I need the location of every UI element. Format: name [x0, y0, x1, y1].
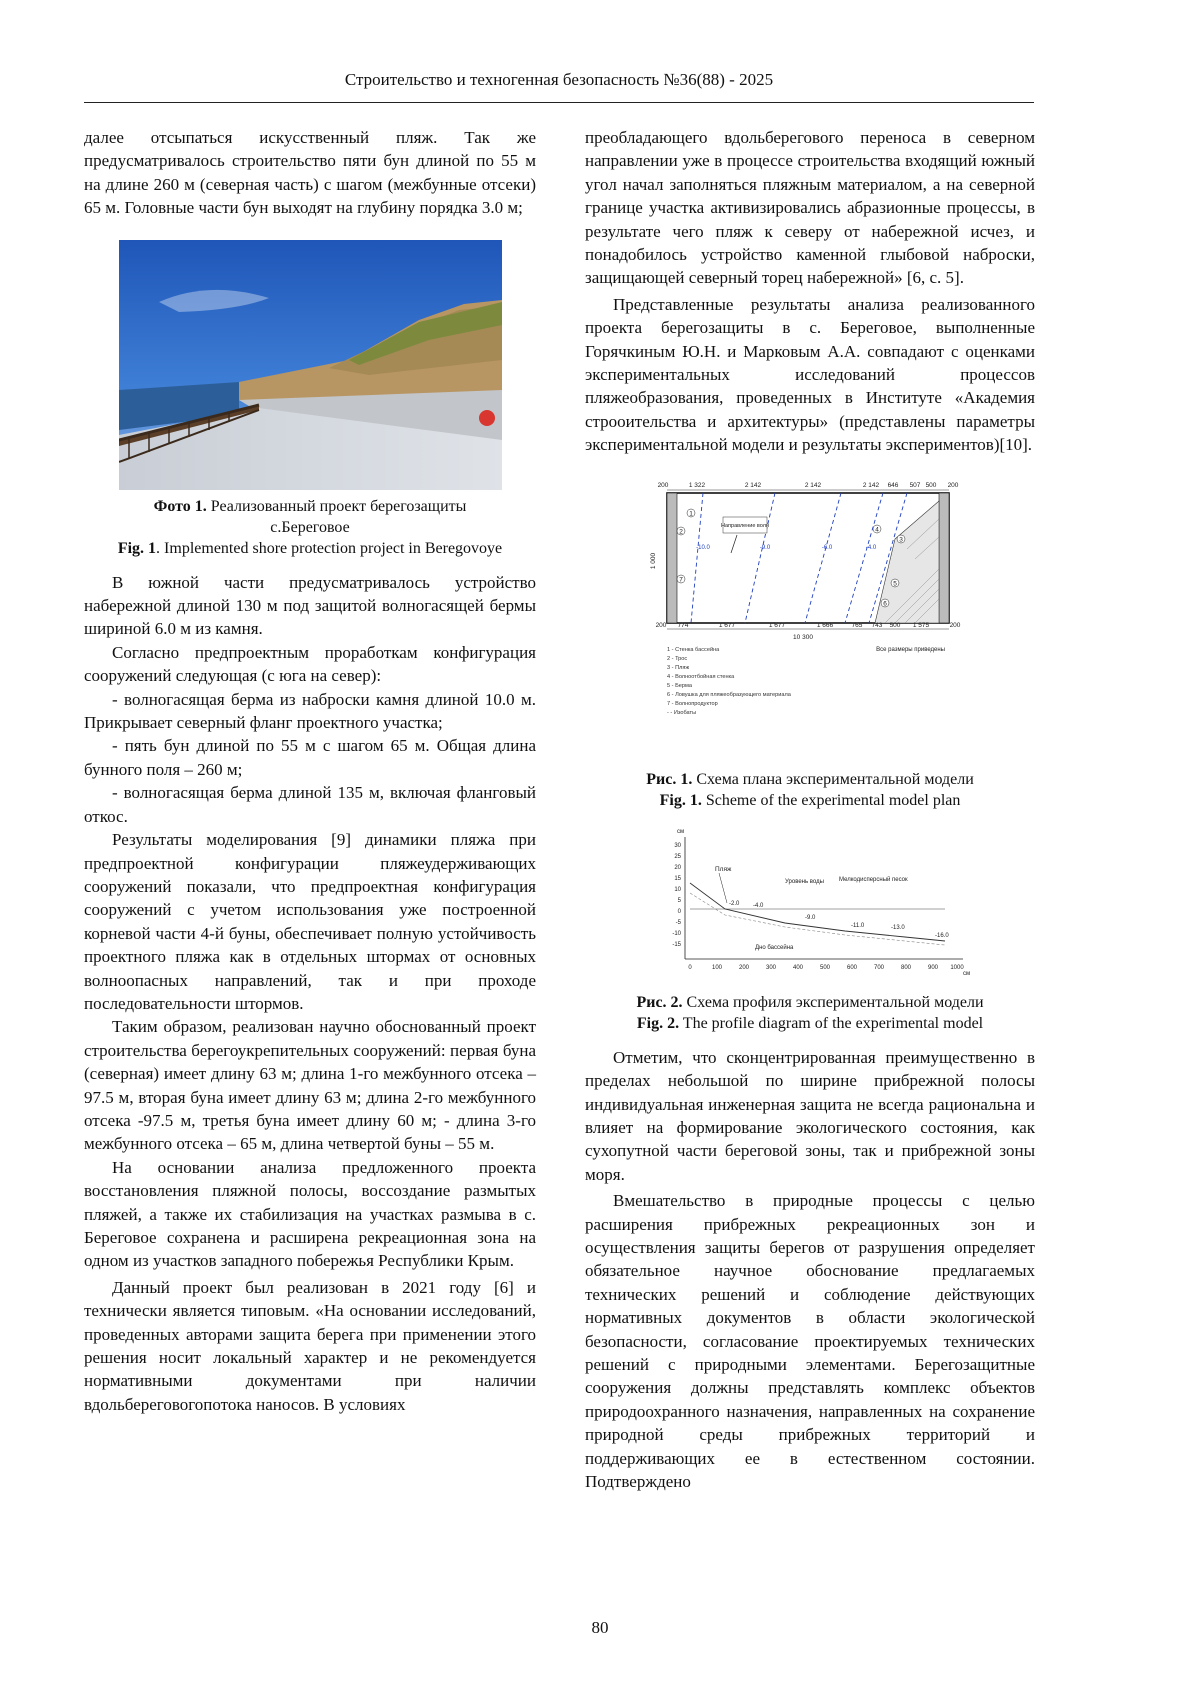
left-paragraph-3: Согласно предпроектным проработкам конфигурация сооружений следующая (с юга на север):	[84, 642, 536, 686]
plan-marker: 2	[679, 527, 683, 535]
plan-top-dim: 2 142	[744, 481, 762, 489]
profile-depth: -2.0	[729, 900, 740, 907]
plan-bottom-dim: 765	[851, 621, 863, 629]
profile-x-tick: 400	[792, 964, 804, 971]
profile-depth: -4.0	[753, 902, 764, 909]
left-paragraph-8: Таким образом, реализован научно обоснованный проект строительства берегоукрепительных сооружений: первая буна (северная) имеет длину 63 м; длина 1-го межбунного отсека – 97.5 м, вторая буна имеет длину 63 м; длина 2-го межбунного отсека -97.5 м, третья буна имеет длину 60 м; - длина 3-го межбунного отсека – 65 м, длина четвертой буны – 55 м.	[84, 1017, 536, 1154]
right-paragraph-4: Вмешательство в природные процессы с целью расширения прибрежных рекреационных зон и осуществления защиты берегов от разрушения определяет обязательное научное обоснование предлагаемых технических решений и соблюдение действующих нормативных документов в области экологической безопасности, согласование проектируемых технических решений с природными элементами. Берегозащитные сооружения должны представлять комплекс объектов природоохранного назначения, направленных на сохранение природной среды прибрежных территорий и поддерживающих ее в естественном состоянии. Подтверждено	[585, 1191, 1035, 1491]
profile-x-tick: 500	[819, 964, 831, 971]
profile-y-tick: 10	[674, 886, 681, 893]
plan-top-dim: 507	[909, 481, 921, 489]
plan-bottom-dim: 500	[889, 621, 901, 629]
fig2-caption-label-ru: Рис. 2.	[636, 993, 683, 1011]
right-column	[585, 126, 1035, 1493]
profile-basin-bottom-label: Дно бассейна	[755, 944, 794, 951]
profile-y-tick: -5	[675, 919, 681, 926]
profile-depth: -13.0	[891, 924, 905, 931]
profile-y-tick: 5	[677, 897, 681, 904]
header-rule	[84, 102, 1034, 103]
plan-legend-item: 6 - Ловушка для пляжеобразующего материала	[667, 691, 791, 698]
photo-caption	[84, 496, 536, 559]
plan-bottom-dim: 743	[871, 621, 883, 629]
plan-legend-item: 2 - Трос	[667, 655, 688, 662]
left-paragraph-5: - пять бун длиной по 55 м с шагом 65 м. Общая длина бунного поля – 260 м;	[84, 736, 536, 779]
left-paragraph-1: далее отсыпаться искусственный пляж. Так же предусматривалось строительство пяти бун длиной по 55 м на длине 260 м (северная часть) с шагом (межбунные отсеки) 65 м. Головные части бун выходят на глубину порядка 3.0 м;	[84, 128, 536, 218]
profile-y-tick: 15	[674, 875, 681, 882]
right-paragraph-2: Представленные результаты анализа реализованного проекта берегозащиты в с. Береговое, выполненные Горячкиным Ю.Н. и Марковым А.А. совпадают с оценками экспериментальных исследований процессов пляжеобразования, проведенных в Институте «Академия строоительства и архитектуры» (представлены параметры экспериментальной модели и результаты экспериментов)[10].	[585, 294, 1035, 455]
left-paragraph-9: На основании анализа предложенного проекта восстановления пляжной полосы, воссоздание размытых пляжей, а также их стабилизация на участках размыва в с. Береговое сохранена и расширена рекреационная зона на одном из участков западного побережья Республики Крым.	[84, 1157, 536, 1271]
plan-height-dim: 1 000	[650, 552, 657, 569]
right-paragraph-1: преобладающего вдольберегового переноса в северном направлении уже в процессе строительства входящий южный угол начал заполняться пляжным материалом, а на северной границе участка активизировались абразионные процессы, в результате чего пляж к северу от набережной исчез, и понадобилось устройство каменной глыбовой наброски, защищающей северный торец набережной» [6, с. 5].	[585, 128, 1035, 288]
left-paragraph-2: В южной части предусматривалось устройство набережной длиной 130 м под защитой волногасящей бермы шириной 6.0 м из камня.	[84, 572, 536, 639]
journal-header: Строительство и техногенная безопасность №36(88) - 2025	[344, 70, 774, 89]
plan-legend-item: 1 - Стенка бассейна	[667, 646, 720, 653]
plan-top-dim: 500	[925, 481, 937, 489]
plan-contour-label: -9.0	[759, 544, 771, 551]
fig2-caption-text-en: The profile diagram of the experimental model	[679, 1014, 984, 1032]
page-number: 80	[591, 1618, 609, 1637]
plan-marker: 6	[883, 599, 887, 607]
profile-x-tick: 0	[688, 964, 692, 971]
plan-wave-direction-label: Направление волн	[721, 522, 769, 529]
profile-x-tick: 1000	[950, 964, 964, 971]
photo-caption-label-en: Fig. 1	[117, 539, 157, 557]
fig1-caption-text-ru: Схема плана экспериментальной модели	[692, 770, 974, 788]
photo-caption-label-ru: Фото 1.	[153, 497, 207, 515]
fig1-caption-label-en: Fig. 1.	[659, 791, 702, 809]
profile-x-tick: 100	[711, 964, 723, 971]
plan-total-width: 10 300	[793, 633, 813, 641]
plan-bottom-dim: 774	[677, 621, 689, 629]
profile-y-unit: см	[677, 828, 685, 835]
fig2-caption	[585, 992, 1035, 1034]
fig1-caption-label-ru: Рис. 1.	[646, 770, 693, 788]
profile-y-tick: -10	[672, 930, 681, 937]
plan-marker: 5	[893, 579, 897, 587]
profile-depth: -11.0	[851, 922, 865, 929]
fig1-caption-text-en: Scheme of the experimental model plan	[701, 791, 961, 809]
plan-top-dim: 2 142	[862, 481, 880, 489]
profile-water-level-label: Уровень воды	[785, 878, 824, 885]
fig2-caption-text-ru: Схема профиля экспериментальной модели	[682, 993, 984, 1011]
profile-x-tick: 700	[873, 964, 885, 971]
plan-legend-item: 4 - Волноотбойная стенка	[667, 673, 735, 680]
plan-unit-note: Все размеры приведены	[876, 646, 945, 653]
profile-y-tick: 0	[677, 908, 681, 915]
profile-y-tick: 30	[674, 842, 681, 849]
profile-y-tick: -15	[672, 941, 681, 948]
profile-x-tick: 200	[738, 964, 750, 971]
left-column	[84, 126, 536, 1416]
plan-marker: 3	[899, 535, 903, 543]
plan-contour-label: -4.0	[865, 544, 877, 551]
plan-figure	[645, 479, 975, 765]
left-paragraph-6: - волногасящая берма длиной 135 м, включая фланговый откос.	[84, 783, 536, 826]
left-paragraph-10: Данный проект был реализован в 2021 году [6] и технически является типовым. «На основании исследований, проведенных авторами защита берега при применении этого решения носит локальный характер и не рекомендуется нормативными документами при наличии вдольбереговогопотока наносов. В условиях	[84, 1277, 536, 1414]
left-paragraph-7: Результаты моделирования [9] динамики пляжа при предпроектной конфигурации пляжеудерживающих сооружений показали, что предпроектная конфигурация сооружений с учетом использования уже построенной корневой части 4-й буны, обеспечивает полную устойчивость проектного пляжа как в отдельных штормах от основных волноопасных направлений, так и при проходе последовательности штормов.	[84, 830, 536, 1013]
plan-legend-item: 3 - Пляж	[667, 664, 690, 671]
profile-y-tick: 25	[674, 853, 681, 860]
profile-y-tick: 20	[674, 864, 681, 871]
profile-figure	[645, 823, 975, 988]
plan-top-dim: 646	[887, 481, 899, 489]
plan-top-dim: 1 322	[688, 481, 706, 489]
plan-top-dim: 2 142	[804, 481, 822, 489]
plan-bottom-dim: 1 575	[912, 621, 930, 629]
plan-legend-item: 5 - Берма	[667, 682, 692, 689]
photo-caption-text-ru-2: с.Береговое	[270, 518, 350, 536]
plan-marker: 4	[875, 525, 879, 533]
shore-protection-photo	[119, 240, 502, 490]
plan-top-dim: 200	[657, 481, 669, 489]
plan-top-dim: 200	[947, 481, 959, 489]
profile-x-unit: см	[963, 970, 971, 977]
profile-x-tick: 800	[900, 964, 912, 971]
photo-caption-text-en: . Implemented shore protection project in Beregovoye	[156, 539, 503, 557]
profile-x-tick: 600	[846, 964, 858, 971]
plan-contour-label: -6.0	[821, 544, 833, 551]
profile-depth: -16.0	[935, 932, 949, 939]
plan-bottom-dim: 200	[655, 621, 667, 629]
plan-contour-label: -10.0	[696, 544, 710, 551]
photo-caption-text-ru-1: Реализованный проект берегозащиты	[210, 497, 467, 515]
profile-sand-label: Мелкодисперсный песок	[839, 876, 908, 883]
plan-marker: 1	[689, 509, 693, 517]
plan-marker: 7	[679, 575, 683, 583]
plan-bottom-dim: 1 666	[816, 621, 834, 629]
plan-bottom-dim: 1 677	[768, 621, 786, 629]
fig1-caption	[585, 769, 1035, 811]
profile-x-tick: 900	[927, 964, 939, 971]
profile-beach-label: Пляж	[715, 865, 732, 873]
plan-bottom-dim: 1 677	[718, 621, 736, 629]
left-paragraph-4: - волногасящая берма из наброски камня длиной 10.0 м. Прикрывает северный фланг проектного участка;	[84, 689, 536, 733]
plan-bottom-dim: 200	[949, 621, 961, 629]
plan-legend-item: - - Изобаты	[667, 709, 697, 716]
fig2-caption-label-en: Fig. 2.	[636, 1014, 680, 1032]
plan-legend-item: 7 - Волнопродуктор	[667, 700, 718, 707]
profile-depth: -9.0	[805, 914, 816, 921]
right-paragraph-3: Отметим, что сконцентрированная преимущественно в пределах небольшой по ширине прибрежной полосы индивидуальная инженерная защита не всегда рациональна и влияет на формирование экологического состояния, как сухопутной части береговой зоны, так и прибрежной зоны моря.	[585, 1047, 1035, 1184]
profile-x-tick: 300	[765, 964, 777, 971]
